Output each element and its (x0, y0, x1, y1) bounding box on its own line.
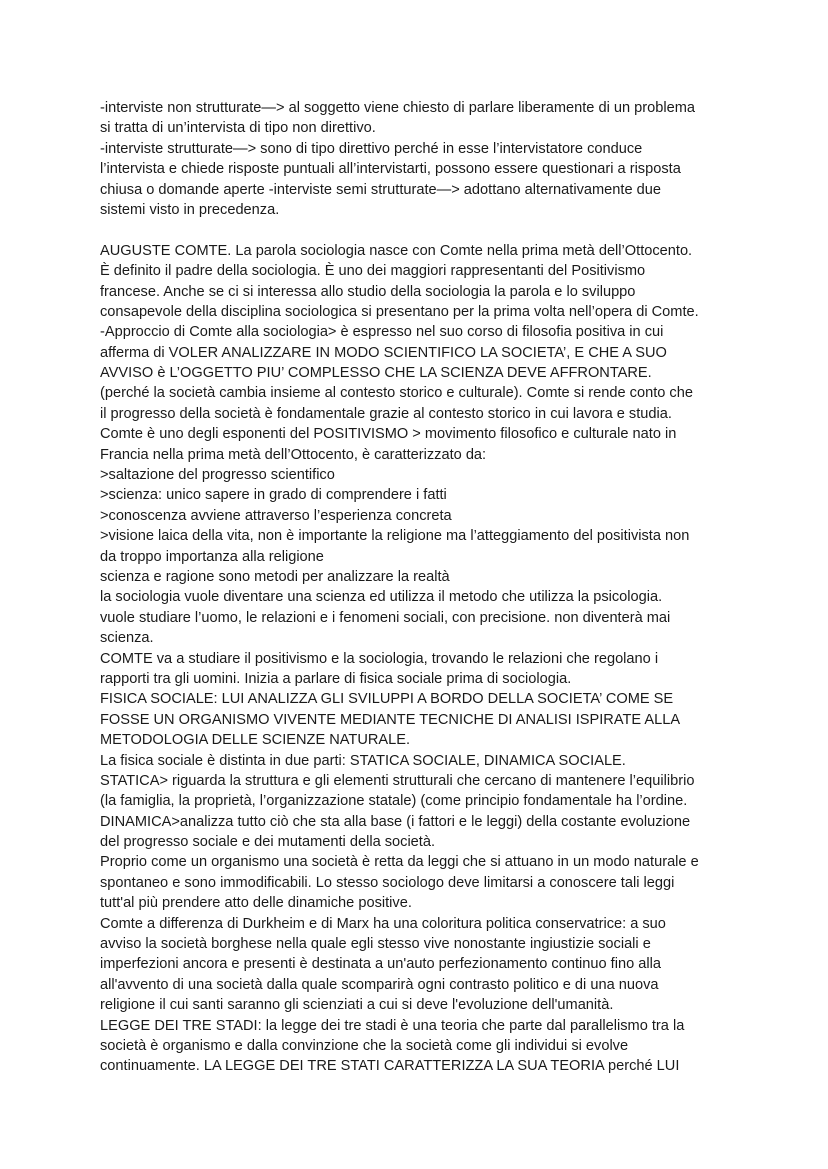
text-line: chiusa o domande aperte -interviste semi strutturate—> adottano alternativamente due (100, 181, 661, 198)
text-line: >scienza: unico sapere in grado di comprendere i fatti (100, 487, 447, 504)
text-line: (la famiglia, la proprietà, l’organizzazione statale) (come principio fondamentale ha l’ordine. (100, 793, 688, 810)
text-line: il progresso della società è fondamentale grazie al contesto storico in cui lavora e studia. (100, 405, 672, 422)
text-line: società è organismo e dalla convinzione che la società come gli individui si evolve (100, 1037, 629, 1054)
text-line: da troppo importanza alla religione (100, 548, 324, 565)
document-body (100, 98, 740, 1077)
text-line: -interviste strutturate—> sono di tipo direttivo perché in esse l’intervistatore conduce (100, 140, 643, 157)
text-line: Comte a differenza di Durkheim e di Marx ha una coloritura politica conservatrice: a suo (100, 915, 666, 932)
text-line: consapevole della disciplina sociologica si presentano per la prima volta nell’opera di Comte. (100, 303, 699, 320)
text-line: francese. Anche se ci si interessa allo studio della sociologia la parola e lo sviluppo (100, 283, 636, 300)
text-line: (perché la società cambia insieme al contesto storico e culturale). Comte si rende conto che (100, 385, 693, 402)
text-line: -interviste non strutturate—> al soggetto viene chiesto di parlare liberamente di un problema (100, 100, 696, 116)
text-line: religione il cui santi saranno gli scienziati a cui si deve l'evoluzione dell'umanità. (100, 997, 614, 1014)
text-line: >conoscenza avviene attraverso l’esperienza concreta (100, 507, 452, 524)
text-line: COMTE va a studiare il positivismo e la sociologia, trovando le relazioni che regolano i (100, 650, 659, 667)
text-line: l’intervista e chiede risposte puntuali all’intervistarti, possono essere questionari a risposta (100, 161, 681, 178)
text-line: >visione laica della vita, non è importante la religione ma l’atteggiamento del positivista non (100, 528, 690, 545)
text-line: Francia nella prima metà dell’Ottocento, è caratterizzato da: (100, 446, 487, 463)
paragraph-spacer (100, 220, 740, 240)
text-line: È definito il padre della sociologia. È uno dei maggiori rappresentanti del Positivismo (100, 263, 646, 280)
text-line: sistemi visto in precedenza. (100, 201, 280, 218)
text-line: AVVISO è L’OGGETTO PIU’ COMPLESSO CHE LA SCIENZA DEVE AFFRONTARE. (100, 365, 652, 382)
text-line: METODOLOGIA DELLE SCIENZE NATURALE. (100, 732, 411, 749)
text-line: STATICA> riguarda la struttura e gli elementi strutturali che cercano di mantenere l’equilibrio (100, 772, 695, 789)
text-line: spontaneo e sono immodificabili. Lo stesso sociologo deve limitarsi a conoscere tali leggi (100, 874, 675, 891)
text-line: FOSSE UN ORGANISMO VIVENTE MEDIANTE TECNICHE DI ANALISI ISPIRATE ALLA (100, 711, 681, 728)
text-line: LEGGE DEI TRE STADI: la legge dei tre stadi è una teoria che parte dal parallelismo tra la (100, 1017, 685, 1034)
text-line: imperfezioni ancora e presenti è destinata a un'auto perfezionamento continuo fino alla (100, 956, 661, 973)
text-line: AUGUSTE COMTE. La parola sociologia nasce con Comte nella prima metà dell’Ottocento. (100, 242, 693, 259)
text-line: tutt'al più prendere atto delle dinamiche positive. (100, 895, 412, 912)
text-line: rapporti tra gli uomini. Inizia a parlare di fisica sociale prima di sociologia. (100, 670, 572, 687)
text-line: FISICA SOCIALE: LUI ANALIZZA GLI SVILUPPI A BORDO DELLA SOCIETA’ COME SE (100, 691, 674, 708)
text-line: >saltazione del progresso scientifico (100, 467, 335, 484)
text-line: si tratta di un’intervista di tipo non direttivo. (100, 120, 376, 137)
text-line: scienza. (100, 630, 154, 647)
text-line: Comte è uno degli esponenti del POSITIVISMO > movimento filosofico e culturale nato in (100, 426, 677, 443)
text-line: La fisica sociale è distinta in due parti: STATICA SOCIALE, DINAMICA SOCIALE. (100, 752, 626, 769)
text-line: all'avvento di una società dalla quale scomparirà ogni contrasto politico e di una nuova (100, 976, 659, 993)
text-line: DINAMICA>analizza tutto ciò che sta alla base (i fattori e le leggi) della costante evoluzione (100, 813, 691, 830)
text-line: la sociologia vuole diventare una scienza ed utilizza il metodo che utilizza la psicologia. (100, 589, 663, 606)
text-line: -Approccio di Comte alla sociologia> è espresso nel suo corso di filosofia positiva in cui (100, 324, 664, 341)
text-line: vuole studiare l’uomo, le relazioni e i fenomeni sociali, con precisione. non diventerà mai (100, 609, 671, 626)
text-line: del progresso sociale e dei mutamenti della società. (100, 834, 436, 851)
text-line: Proprio come un organismo una società è retta da leggi che si attuano in un modo naturale e (100, 854, 699, 871)
text-line: afferma di VOLER ANALIZZARE IN MODO SCIENTIFICO LA SOCIETA’, E CHE A SUO (100, 344, 667, 361)
text-line: continuamente. LA LEGGE DEI TRE STATI CARATTERIZZA LA SUA TEORIA perché LUI (100, 1058, 680, 1075)
text-line: avviso la società borghese nella quale egli stesso vive nonostante ingiustizie sociali e (100, 936, 651, 953)
text-line: scienza e ragione sono metodi per analizzare la realtà (100, 568, 450, 585)
